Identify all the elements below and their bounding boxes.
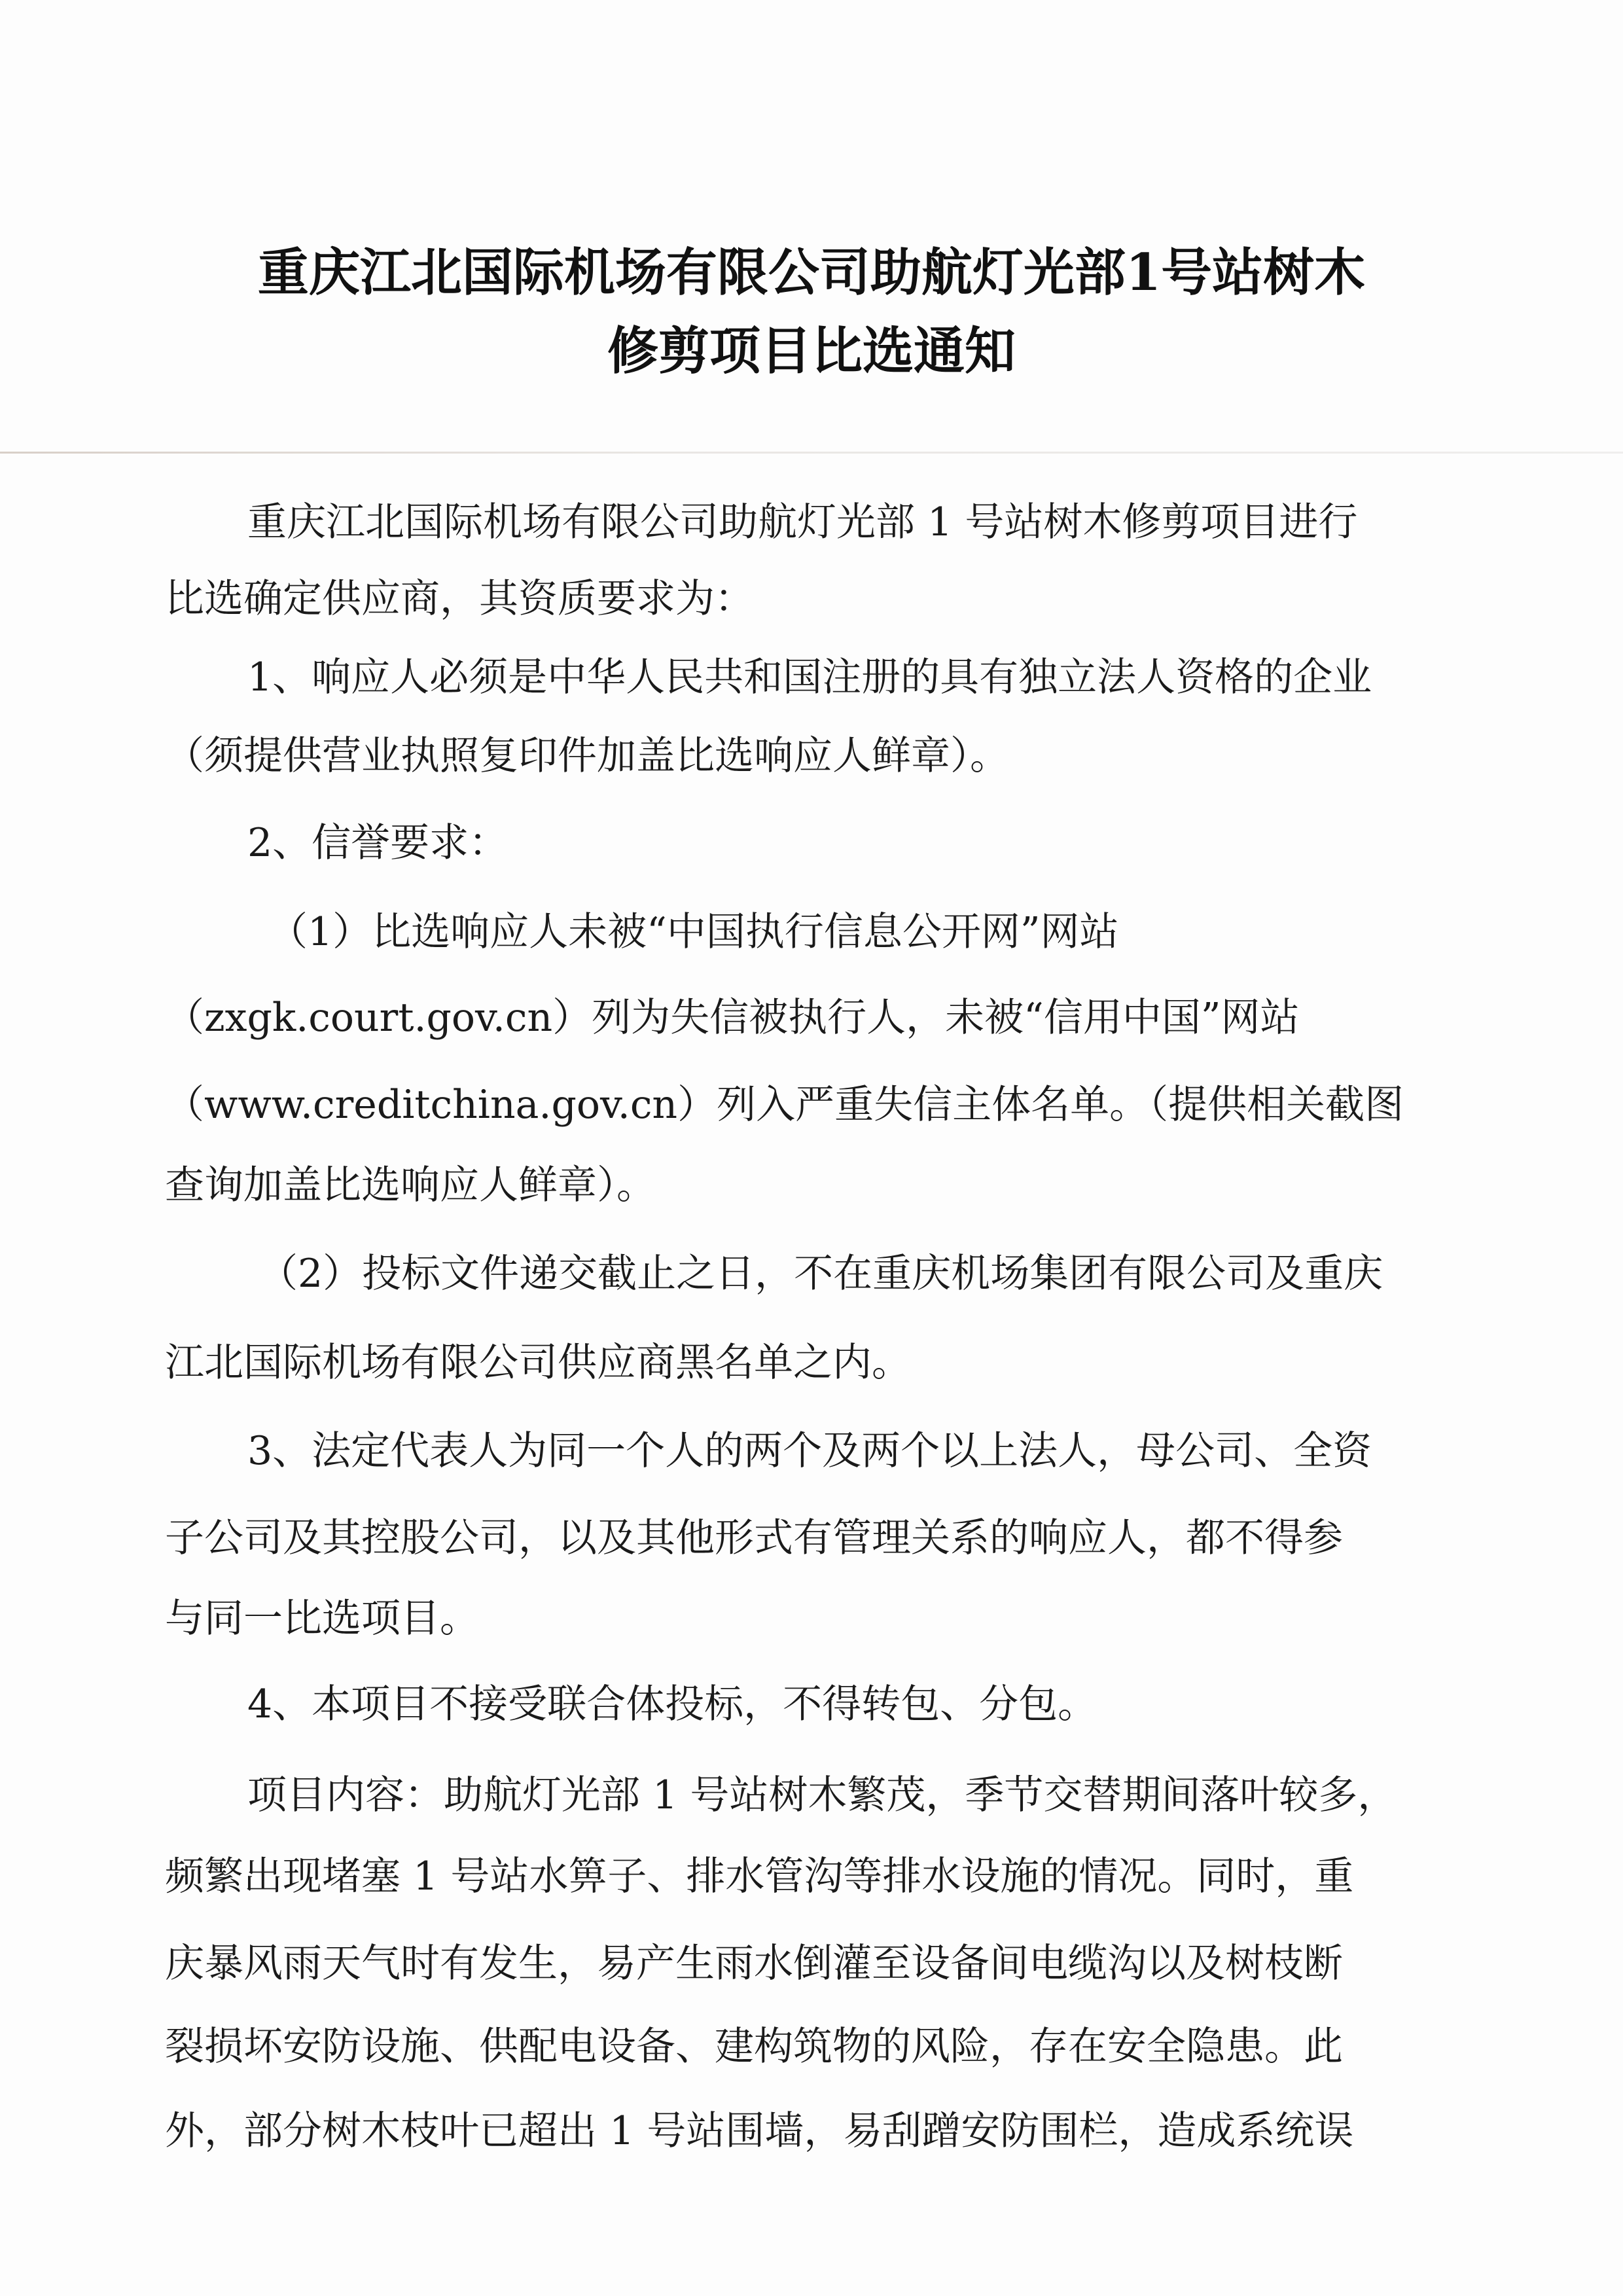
- paragraph-line: 4、本项目不接受联合体投标，不得转包、分包。: [247, 1681, 1097, 1727]
- paragraph-line: （1）比选响应人未被“中国执行信息公开网”网站: [268, 909, 1119, 955]
- paragraph-line: 裂损坏安防设施、供配电设备、建构筑物的风险，存在安全隐患。此: [165, 2024, 1343, 2070]
- paragraph-line: 外，部分树木枝叶已超出 1 号站围墙，易刮蹭安防围栏，造成系统误: [165, 2108, 1354, 2154]
- paragraph-line: 与同一比选项目。: [165, 1596, 479, 1641]
- paragraph-line: （须提供营业执照复印件加盖比选响应人鲜章）。: [165, 733, 1009, 779]
- paragraph-line: 1、响应人必须是中华人民共和国注册的具有独立法人资格的企业: [247, 655, 1372, 700]
- paragraph-line: 3、法定代表人为同一个人的两个及两个以上法人，母公司、全资: [247, 1428, 1372, 1474]
- paragraph-line: 重庆江北国际机场有限公司助航灯光部 1 号站树木修剪项目进行: [247, 499, 1358, 545]
- paragraph-line: 庆暴风雨天气时有发生，易产生雨水倒灌至设备间电缆沟以及树枝断: [165, 1941, 1343, 1986]
- paragraph-line: 2、信誉要求：: [247, 820, 508, 866]
- paragraph-line: 比选确定供应商，其资质要求为：: [165, 576, 754, 622]
- paragraph-line: （zxgk.court.gov.cn）列为失信被执行人，未被“信用中国”网站: [165, 995, 1300, 1041]
- paragraph-line: （2）投标文件递交截止之日，不在重庆机场集团有限公司及重庆: [259, 1251, 1383, 1297]
- paragraph-line: （www.creditchina.gov.cn）列入严重失信主体名单。（提供相关截图: [165, 1082, 1404, 1128]
- document-title-line-1: 重庆江北国际机场有限公司助航灯光部1号站树木: [257, 243, 1366, 302]
- document-title-line-2: 修剪项目比选通知: [607, 321, 1016, 381]
- fold-line: [0, 452, 1623, 454]
- paragraph-line: 频繁出现堵塞 1 号站水箅子、排水管沟等排水设施的情况。同时，重: [165, 1854, 1354, 1899]
- paragraph-line: 子公司及其控股公司，以及其他形式有管理关系的响应人，都不得参: [165, 1515, 1343, 1561]
- paragraph-line: 江北国际机场有限公司供应商黑名单之内。: [165, 1340, 911, 1386]
- paragraph-line: 查询加盖比选响应人鲜章）。: [165, 1162, 656, 1208]
- paragraph-line: 项目内容：助航灯光部 1 号站树木繁茂，季节交替期间落叶较多，: [247, 1772, 1397, 1818]
